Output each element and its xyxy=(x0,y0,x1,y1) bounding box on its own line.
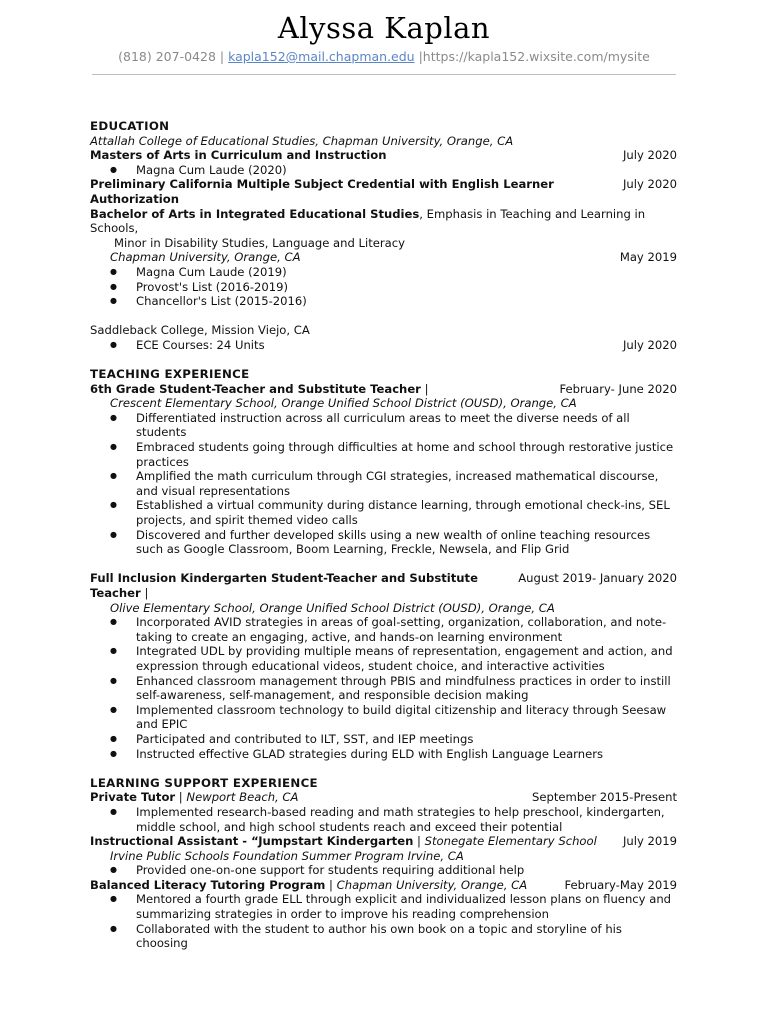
teaching-job1-row xyxy=(90,382,677,397)
resume-page xyxy=(0,8,768,1032)
learning-job1-row xyxy=(90,790,677,805)
teaching-job2-row xyxy=(90,571,677,600)
teaching-job2-bullets xyxy=(90,615,677,761)
learning-job3-title-wrap xyxy=(90,878,527,893)
learning-job3-separator: | xyxy=(325,877,337,892)
learning-job2-separator: | xyxy=(413,834,425,849)
list-item: ● Provided one-on-one support for students requiring additional help xyxy=(136,863,677,878)
learning-job3-place: Chapman University, Orange, CA xyxy=(336,877,528,892)
learning-job2-title-wrap xyxy=(90,834,597,849)
resume-name: Alyssa Kaplan xyxy=(277,11,491,45)
degree-bachelor-emphasis: , Emphasis in Teaching and Learning in Schools, xyxy=(90,206,646,236)
credential-date: July 2020 xyxy=(622,177,677,192)
education-school-attallah: Attallah College of Educational Studies, Chapman University, Orange, CA xyxy=(90,133,514,148)
saddleback-row xyxy=(90,338,677,353)
spacer xyxy=(90,353,677,368)
teaching-job2-title-wrap xyxy=(90,571,510,600)
learning-job3-date: February-May 2019 xyxy=(564,877,677,892)
degree-bachelor-minor: Minor in Disability Studies, Language and Literacy xyxy=(114,235,406,250)
list-item: ● Collaborated with the student to author his own book on a topic and storyline of his choosing xyxy=(136,922,677,951)
spacer xyxy=(90,309,677,324)
degree-masters: Masters of Arts in Curriculum and Instruction xyxy=(90,148,387,163)
degree-bachelor-school: Chapman University, Orange, CA xyxy=(110,250,301,265)
learning-job3-bullets xyxy=(90,892,677,950)
degree-masters-honors xyxy=(90,163,677,178)
list-item: ● Magna Cum Laude (2019) xyxy=(136,265,677,280)
list-item: ● Integrated UDL by providing multiple means of representation, engagement and action, and expression through educational videos, student choice, and interactive activities xyxy=(136,644,677,673)
list-item: ● Magna Cum Laude (2020) xyxy=(136,163,677,178)
degree-bachelor-title: Bachelor of Arts in Integrated Educational Studies xyxy=(90,206,420,221)
learning-job1-date: September 2015-Present xyxy=(532,790,677,805)
degree-bachelor-honors xyxy=(90,265,677,309)
learning-support-heading: LEARNING SUPPORT EXPERIENCE xyxy=(90,775,318,790)
spacer xyxy=(90,761,677,776)
list-item: ● Amplified the math curriculum through CGI strategies, increased mathematical discourse, and visual representations xyxy=(136,469,677,498)
degree-masters-row xyxy=(90,148,677,163)
website-link[interactable]: https://kapla152.wixsite.com/mysite xyxy=(422,49,650,64)
teaching-job2-location: Olive Elementary School, Orange Unified School District (OUSD), Orange, CA xyxy=(110,600,555,615)
learning-job1-title-wrap xyxy=(90,790,298,805)
teaching-job1-location: Crescent Elementary School, Orange Unified School District (OUSD), Orange, CA xyxy=(110,396,577,411)
learning-job3-title: Balanced Literacy Tutoring Program xyxy=(90,877,326,892)
list-item: ● Implemented research-based reading and math strategies to help preschool, kindergarten, middle school, and high school students reach and exceed their potential xyxy=(136,805,677,834)
list-item: ● Established a virtual community during distance learning, through emotional check-ins, SEL projects, and spirit themed video calls xyxy=(136,498,677,527)
teaching-job1-title-wrap xyxy=(90,382,429,397)
teaching-job1-title: 6th Grade Student-Teacher and Substitute Teacher xyxy=(90,381,421,396)
list-item: ● Discovered and further developed skills using a new wealth of online teaching resources such as Google Classroom, Boom Learning, Freckle, Newsela, and Flip Grid xyxy=(136,528,677,557)
resume-content xyxy=(90,119,677,951)
learning-job2-bullets xyxy=(90,863,677,878)
email-link[interactable]: kapla152@mail.chapman.edu xyxy=(228,49,415,64)
degree-bachelor-date: May 2019 xyxy=(619,250,677,265)
list-item: ● Instructed effective GLAD strategies during ELD with English Language Learners xyxy=(136,747,677,762)
credential-row xyxy=(90,177,677,206)
list-item: ● Chancellor's List (2015-2016) xyxy=(136,294,677,309)
contact-line xyxy=(0,49,768,65)
learning-job1-place: Newport Beach, CA xyxy=(186,790,299,805)
list-item: ● Enhanced classroom management through PBIS and mindfulness practices in order to instill self-awareness, self-management, and responsible decision making xyxy=(136,674,677,703)
degree-masters-date: July 2020 xyxy=(622,148,677,163)
list-item: ● Implemented classroom technology to build digital citizenship and literacy through Seesaw and EPIC xyxy=(136,703,677,732)
education-school-saddleback: Saddleback College, Mission Viejo, CA xyxy=(90,323,310,338)
list-item: ● Participated and contributed to ILT, SST, and IEP meetings xyxy=(136,732,677,747)
list-item: ● Mentored a fourth grade ELL through explicit and individualized lesson plans on fluency and summarizing strategies in order to improve his reading comprehension xyxy=(136,892,677,921)
saddleback-date: July 2020 xyxy=(622,337,677,352)
teaching-job1-date: February- June 2020 xyxy=(559,381,677,396)
learning-job2-program: Irvine Public Schools Foundation Summer Program Irvine, CA xyxy=(110,848,464,863)
list-item: ● Incorporated AVID strategies in areas of goal-setting, organization, collaboration, and note-taking to create an engaging, active, and hands-on learning environment xyxy=(136,615,677,644)
learning-job1-title: Private Tutor xyxy=(90,790,176,805)
learning-job2-row xyxy=(90,834,677,849)
bullet-icon: ● xyxy=(110,339,117,349)
credential-title: Preliminary California Multiple Subject Credential with English Learner Authorization xyxy=(90,177,554,206)
list-item: ● Differentiated instruction across all curriculum areas to meet the diverse needs of all students xyxy=(136,411,677,440)
learning-job1-bullets xyxy=(90,805,677,834)
list-item: ● Provost's List (2016-2019) xyxy=(136,280,677,295)
teaching-heading: TEACHING EXPERIENCE xyxy=(90,367,250,382)
degree-bachelor-school-row xyxy=(90,250,677,265)
teaching-job2-separator: | xyxy=(140,586,149,600)
saddleback-course-item xyxy=(110,337,265,353)
teaching-job2-title: Full Inclusion Kindergarten Student-Teacher and Substitute Teacher xyxy=(90,571,478,600)
saddleback-courses: ECE Courses: 24 Units xyxy=(136,337,265,352)
education-heading: EDUCATION xyxy=(90,119,170,133)
list-item: ● Embraced students going through difficulties at home and school through restorative justice practices xyxy=(136,440,677,469)
teaching-job1-separator: | xyxy=(420,381,429,396)
learning-job2-date: July 2019 xyxy=(622,834,677,849)
contact-separator: | xyxy=(414,49,423,64)
header-divider xyxy=(92,74,676,75)
phone-number: (818) 207-0428 | xyxy=(118,49,229,64)
learning-job3-row xyxy=(90,878,677,893)
learning-job2-title: Instructional Assistant - “Jumpstart Kindergarten xyxy=(90,834,414,849)
degree-bachelor-line xyxy=(90,207,677,236)
teaching-job1-bullets xyxy=(90,411,677,557)
spacer xyxy=(90,557,677,572)
teaching-job2-date: August 2019- January 2020 xyxy=(518,571,677,586)
learning-job2-place: Stonegate Elementary School xyxy=(424,834,597,849)
learning-job1-separator: | xyxy=(175,790,187,805)
